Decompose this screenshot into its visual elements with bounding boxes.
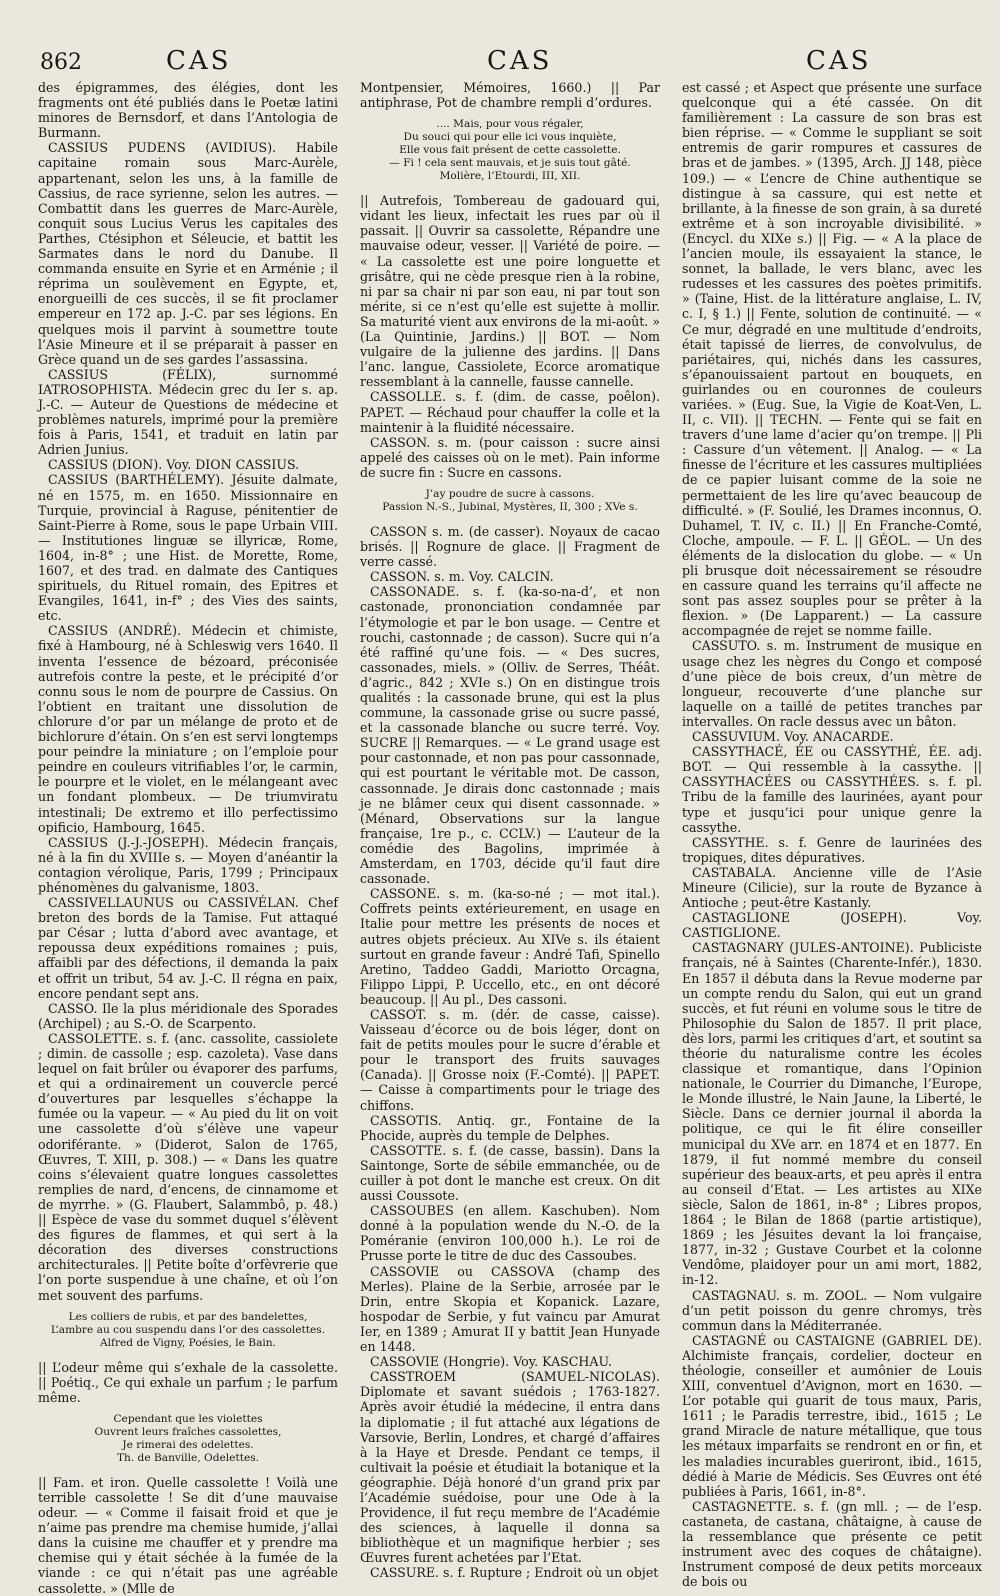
dictionary-entry: CASSONE. s. m. (ka-so-né ; — mot ital.). Coffrets peints extérieurement, en usage en Italie pour mettre les présents de noces et autres objets précieux. Au XIVe s. ils étaient surtout en grande faveur : André Tafi, Spinello Aretino, Taddeo Gaddi, Mariotto Orcagna, Filippo Lippi, P. Uccello, etc., en ont décoré beaucoup. || Au pl., Des cassoni. [360,886,660,1007]
dictionary-entry: CASSYTHACÉ, ÉE ou CASSYTHÉ, ÉE. adj. BOT. — Qui ressemble à la cassythe. || CASSYTHACÉES ou CASSYTHÉES. s. f. pl. Tribu de la famille des laurinées, ayant pour type et jusqu’ici pour unique genre la cassythe. [682,744,982,835]
text-paragraph: || Fam. et iron. Quelle cassolette ! Voilà une terrible cassolette ! Se dit d’une mauvaise odeur. — « Comme il faisait froid et que je n’aime pas prendre ma chemise humide, j’allai dans la cuisine me chauffer et y prendre ma chemise qui y était séchée à la fumée de la viande : ce qui n’était pas une agréable cassolette. » (Mlle de [38,1474,338,1596]
quotation-line: — Fi ! cela sent mauvais, et je suis tout gâté. [389,157,631,170]
running-head-left: CAS [166,46,232,76]
dictionary-entry: CASSOT. s. m. (dér. de casse, caisse). Vaisseau d’écorce ou de bois léger, dont on fait de petits moules pour le sucre d’érable et pour le transport des fruits sauvages (Canada). || Grosse noix (F.-Comté). || PAPET. — Caisse à compartiments pour le triage des chiffons. [360,1006,660,1113]
text-columns [38,80,982,1596]
dictionary-entry: CASSOLETTE. s. f. (anc. cassolite, cassiolete ; dimin. de cassolle ; esp. cazoleta). Vase dans lequel on fait brûler ou évaporer des parfums, et qui a ordinairement un couvercle percé d’ouvertures par lesquelles s’échappe la fumée ou la vapeur. — « Au pied du lit on voit une cassolette d’où s’élève une vapeur odoriférante. » (Diderot, Salon de 1765, Œuvres, T. XIII, p. 308.) — « Dans les quatre coins s’élevaient quatre longues cassolettes remplies de nard, d’encens, de cinnamome et de myrrhe. » (G. Flaubert, Salammbô, p. 48.) || Espèce de vase du sommet duquel s’élèvent des figures de flammes, et qui sert à la décoration des diverses constructions architecturales. || Petite boîte d’orfèvrerie que l’on porte suspendue à une chaîne, et où l’on met souvent des parfums. [38,1030,338,1303]
page-header [0,0,1000,80]
dictionary-entry: CASSIUS (BARTHÉLEMY). Jésuite dalmate, né en 1575, m. en 1650. Missionnaire en Turquie, provincial à Raguse, pénitentier de Saint-Pierre à Rome, sous le pape Urbain VIII.— Institutiones linguæ se illyricæ, Rome, 1604, in-8° ; une Hist. de Morette, Rome, 1607, et des trad. en dalmate des Cantiques spirituels, du Rituel romain, des Epitres et Evangiles, 1641, in-f° ; des Vies des saints, etc. [38,472,338,624]
dictionary-entry: CASSIUS (J.-J.-JOSEPH). Médecin français, né à la fin du XVIIIe s. — Moyen d’anéantir la contagion vérolique, Paris, 1799 ; Principaux phénomènes du galvanisme, 1803. [38,834,338,895]
running-head-center: CAS [487,46,553,76]
verse-quotation [38,1413,338,1465]
dictionary-entry: CASSON s. m. (de casser). Noyaux de cacao brisés. || Rognure de glace. || Fragment de verre cassé. [360,523,660,570]
dictionary-entry: CASSIUS (FÉLIX), surnommé IATROSOPHISTA. Médecin grec du Ier s. ap. J.-C. — Auteur de Questions de médecine et problèmes naturels, imprimé pour la première fois à Paris, 1541, et traduit en latin par Adrien Junius. [38,366,338,458]
dictionary-entry: CASTAGNÉ ou CASTAIGNE (GABRIEL DE). Alchimiste français, cordelier, docteur en théologie, conseiller et aumônier de Louis XIII, conventuel d’Avignon, mort en 1630. — L’or potable qui guarit de tous maux, Paris, 1611 ; le Paradis terrestre, ibid., 1615 ; Le grand Miracle de nature métallique, que tous les métaux imparfaits se rendront en or fin, et les maladies incurables gueriront, ibid., 1615, dédié à Marie de Médicis. Ses Œuvres ont été publiées à Paris, 1661, in-8°. [682,1332,982,1499]
dictionary-entry: CASSONADE. s. f. (ka-so-na-d’, et non castonade, prononciation condamnée par l’étymologie et par le bon usage. — Centre et rouchi, castonnade ; de casson). Sucre qui n’a été raffiné qu’une fois. — « Des sucres, cassonades, miels. » (Olliv. de Serres, Théât. d’agric., 842 ; XVIe s.) On en distingue trois qualités : la cassonade brune, qui est la plus commune, la cassonade grise ou sucre passé, et la cassonade blanche ou sucre terré. Voy. SUCRE || Remarques. — « Le grand usage est pour castonnade, et non pas pour cassonnade, qui est pourtant le véritable mot. De casson, cassonnade. Je dirais donc castonnade ; mais je ne blâmer ceux qui disent cassonnade. » (Ménard, Observations sur la langue française, 1re p., c. CCLV.) — L’auteur de la comédie des Bagolins, imprimée à Amsterdam, en 1703, décide qu’il faut dire cassonade. [360,584,660,887]
quotation-line: Alfred de Vigny, Poésies, le Bain. [100,1336,276,1349]
verse-quotation [360,488,660,514]
dictionary-entry: CASTAGNAU. s. m. ZOOL. — Nom vulgaire d’un petit poisson du genre chromys, très commun dans la Méditerranée. [682,1287,982,1333]
verse-quotation [360,118,660,183]
quotation-line: .... Mais, pour vous régaler, [436,118,584,131]
dictionary-entry: CASSON. s. m. (pour caisson : sucre ainsi appelé des caisses où on le met). Pain informe de sucre fin : Sucre en cassons. [360,434,660,480]
dictionary-entry: CASSIUS PUDENS (AVIDIUS). Habile capitaine romain sous Marc-Aurèle, appartenant, selon les uns, à la famille de Cassius, de race syrienne, selon les autres. — Combattit dans les guerres de Marc-Aurèle, conquit sous Lucius Verus les capitales des Parthes, Ctésiphon et Séleucie, et battit les Sarmates dans le nord du Danube. Il commanda ensuite en Syrie et en Arménie ; il réprima un soulèvement en Egypte, et, enorgueilli de ces succès, il se fit proclamer empereur en 172 ap. J.-C. par ses légions. En quelques mois il parvint à soumettre toute l’Asie Mineure et il se préparait à passer en Grèce quand un de ses gardes l’assassina. [38,140,338,367]
dictionary-entry: CASSYTHE. s. f. Genre de laurinées des tropiques, dites dépuratives. [682,834,982,865]
column-right [682,80,982,1590]
page-number: 862 [40,50,82,75]
quotation-line: Cependant que les violettes [113,1412,263,1425]
quotation-line: Passion N.-S., Jubinal, Mystères, II, 300 ; XVe s. [382,500,638,513]
quotation-line: J’ay poudre de sucre à cassons. [425,487,595,500]
dictionary-entry: CASSON. s. m. Voy. CALCIN. [370,569,554,585]
dictionary-entry: CASSOTTE. s. f. (de casse, bassin). Dans la Saintonge, Sorte de sébile emmanchée, ou de cuiller à pot dont le manche est creux. On dit aussi Coussote. [360,1142,660,1204]
quotation-line: Th. de Banville, Odelettes. [116,1451,260,1464]
verse-quotation [38,1311,338,1350]
dictionary-entry: CASSOTIS. Antiq. gr., Fontaine de la Phocide, auprès du temple de Delphes. [360,1112,660,1143]
text-paragraph: est cassé ; et Aspect que présente une surface quelconque qui a été cassée. On dit familièrement : La cassure de son bras est bien réprise. — « Comme le suppliant se soit entremis de garir rompures et cassures de bras et de jambes. » (1395, Arch. JJ 148, pièce 109.) — « L’encre de Chine authentique se distingue à sa cassure, qui est nette et brillante, à la finesse de son grain, à sa dureté extrême et à son incroyable divisibilité. » (Encycl. du XIXe s.) || Fig. — « A la place de l’ancien moule, ils essayaient la stance, le sonnet, la ballade, le vers blanc, avec les rudesses et les cassures des poètes primitifs. » (Taine, Hist. de la littérature anglaise, L. IV, c. I, § 1.) || Fente, solution de continuité. — « Ce mur, dégradé en une multitude d’endroits, était tapissé de lierres, de convolvulus, de pariétaires, qui, nichés dans les cassures, s’épanouissaient partout en bouquets, en guirlandes ou en couronnes de couleurs variées. » (Eug. Sue, la Vigie de Koat-Ven, L. II, c. VII). || TECHN. — Fente qui se fait en travers d’une lame d’acier qu’on trempe. || Pli : Cassure d’un vêtement. || Analog. — « La finesse de l’écriture et les cassures multipliées de ce papier luisant comme de la soie ne permettaient de les lire qu’avec beaucoup de difficulté. » (F. Soulié, les Drames inconnus, O. Duhamel, T. IV, c. II.) || En Franche-Comté, Cloche, ampoule. — F. L. || GÉOL. — Un des éléments de la dislocation du globe. — « Un pli brusque doit nécessairement se résoudre en cassure quand les terrains qu’il affecte ne sont pas assez souples pour se prêter à la flexion. » (De Lapparent.) — La cassure accompagnée de rejet se nomme faille. [682,80,982,639]
dictionary-entry: CASTAGNETTE. s. f. (gn mll. ; — de l’esp. castaneta, de castana, châtaigne, à cause de la ressemblance que présente ce petit instrument avec des coques de châtaigne). Instrument composé de deux petits morceaux de bois ou [682,1498,982,1590]
quotation-line: Molière, l’Etourdi, III, XII. [439,170,581,183]
dictionary-entry: CASSO. Ile la plus méridionale des Sporades (Archipel) ; au S.-O. de Scarpento. [38,1000,338,1031]
quotation-line: Du souci qui pour elle ici vous inquiète, [403,131,617,144]
dictionary-entry: CASSURE. s. f. Rupture ; Endroit où un objet [370,1565,659,1581]
dictionary-entry: CASSIVELLAUNUS ou CASSIVÉLAN. Chef breton des bords de la Tamise. Fut attaqué par César ; lutta d’abord avec avantage, et repoussa deux expéditions romaines ; puis, affaibli par des défections, il demanda la paix et offrit un tribut, 54 av. J.-C. Il régna en paix, encore pendant sept ans. [38,895,338,1001]
dictionary-entry: CASSOVIE ou CASSOVA (champ des Merles). Plaine de la Serbie, arrosée par le Drin, entre Skopia et Kopanick. Lazare, hospodar de Serbie, y fut vaincu par Amurat Ier, en 1389 ; Amurat II y battit Jean Hunyade en 1448. [360,1263,660,1355]
running-head-right: CAS [806,46,872,76]
column-left [38,80,338,1596]
text-paragraph: || L’odeur même qui s’exhale de la cassolette. || Poétiq., Ce qui exhale un parfum ; le parfum même. [38,1359,338,1405]
dictionary-entry: CASSIUS (DION). Voy. DION CASSIUS. [48,457,300,473]
dictionary-entry: CASSOVIE (Hongrie). Voy. KASCHAU. [370,1354,612,1370]
dictionary-entry: CASSIUS (ANDRÉ). Médecin et chimiste, fixé à Hambourg, né à Schleswig vers 1640. Il inventa l’essence de bézoard, préconisée autrefois contre la peste, et le précipité d’or connu sous le nom de pourpre de Cassius. On l’obtient en traitant une dissolution de chlorure d’or par un mélange de proto et de bichlorure d’étain. On s’en est servi longtemps pour peindre la miniature ; on l’emploie pour peindre en couleurs vitrifiables l’or, le carmin, le pourpre et le violet, en le mélangeant avec un fondant plombeux. — De triumviratu intestinali; De extremo et illo perfectissimo opificio, Hambourg, 1645. [38,623,338,835]
text-paragraph: Montpensier, Mémoires, 1660.) || Par antiphrase, Pot de chambre rempli d’ordures. [360,80,660,111]
dictionary-entry: CASSUTO. s. m. Instrument de musique en usage chez les nègres du Congo et composé d’une pièce de bois creux, d’un mètre de longueur, recouverte d’une planche sur laquelle on a taillé de petites tranches par intervalles. On racle dessus avec un bâton. [682,638,982,729]
dictionary-entry: CASSUVIUM. Voy. ANACARDE. [692,729,894,745]
dictionary-entry: CASSTROEM (SAMUEL-NICOLAS). Diplomate et savant suédois ; 1763-1827. Après avoir étudié la médecine, il entra dans la diplomatie ; il fut attaché aux légations de Varsovie, Berlin, Londres, et chargé d’affaires à la Haye et Dresde. Pendant ce temps, il cultivait la poésie et étudiait la botanique et la géographie. Déjà honoré d’un grand prix par l’Académie suédoise, pour une Ode à la Providence, il fut reçu membre de l’Académie des sciences, à laquelle il donna sa bibliothèque et un magnifique herbier ; ses Œuvres furent achetées par l’Etat. [360,1369,660,1566]
quotation-line: Les colliers de rubis, et par des bandelettes, [68,1310,308,1323]
dictionary-entry: CASTAGNARY (JULES-ANTOINE). Publiciste français, né à Saintes (Charente-Infér.), 1830. En 1857 il débuta dans la Revue moderne par un compte rendu du Salon, qui eut un grand succès, et fut réuni en volume sous le titre de Philosophie du Salon de 1857. Il prit place, dès lors, parmi les critiques d’art, et soutint sa théorie du naturalisme contre les écoles classique et romantique, dans l’Opinion nationale, le Courrier du Dimanche, l’Europe, le Monde illustré, le Nain Jaune, la Liberté, le Siècle. Dans ce dernier journal il aborda la politique, ce qui le fit élire conseiller municipal du XVe arr. en 1874 et en 1877. En 1879, il fut nommé membre du conseil supérieur des beaux-arts, et peu après il entra au conseil d’Etat. — Les artistes au XIXe siècle, Salon de 1861, in-8° ; Libres propos, 1864 ; le Bilan de 1868 (partie artistique), 1869 ; les Jésuites devant la loi française, 1877, in-32 ; Gustave Courbet et la colonne Vendôme, plaidoyer pour un ami mort, 1882, in-12. [682,940,982,1288]
dictionary-entry: CASSOLLE. s. f. (dim. de casse, poêlon). PAPET. — Réchaud pour chauffer la colle et la maintenir à la fluidité nécessaire. [360,389,660,435]
quotation-line: L’ambre au cou suspendu dans l’or des cassolettes. [50,1323,326,1336]
quotation-line: Elle vous fait présent de cette cassolette. [399,144,621,157]
quotation-line: Je rimerai des odelettes. [122,1438,254,1451]
column-middle [360,80,660,1581]
text-paragraph: || Autrefois, Tombereau de gadouard qui, vidant les lieux, infectait les rues par où il passait. || Ouvrir sa cassolette, Répandre une mauvaise odeur, vesser. || Variété de poire. — « La cassolette est une poire longuette et grisâtre, qui ne cède presque rien à la robine, ni par sa chair ni par son eau, ni par tout son mérite, si ce n’est qu’elle est sujette à mollir. Sa maturité vient aux environs de la mi-août. » (La Quintinie, Jardins.) || BOT. — Nom vulgaire de la julienne des jardins. || Dans l’anc. langue, Cassiolete, Ecorce aromatique ressemblant à la cannelle, fausse cannelle. [360,193,660,390]
quotation-line: Ouvrent leurs fraîches cassolettes, [94,1425,282,1438]
dictionary-entry: CASTAGLIONE (JOSEPH). Voy. CASTIGLIONE. [682,910,982,941]
text-paragraph: des épigrammes, des élégies, dont les fragments ont été publiés dans le Poetæ latini minores de Bernsdorf, et dans l’Antologia de Burmann. [38,80,338,141]
dictionary-entry: CASSOUBES (en allem. Kaschuben). Nom donné à la population wende du N.-O. de la Poméranie (environ 100,000 h.). Le roi de Prusse porte le titre de duc des Cassoubes. [360,1203,660,1264]
dictionary-entry: CASTABALA. Ancienne ville de l’Asie Mineure (Cilicie), sur la route de Byzance à Antioche ; peut-être Kastanly. [682,864,982,911]
